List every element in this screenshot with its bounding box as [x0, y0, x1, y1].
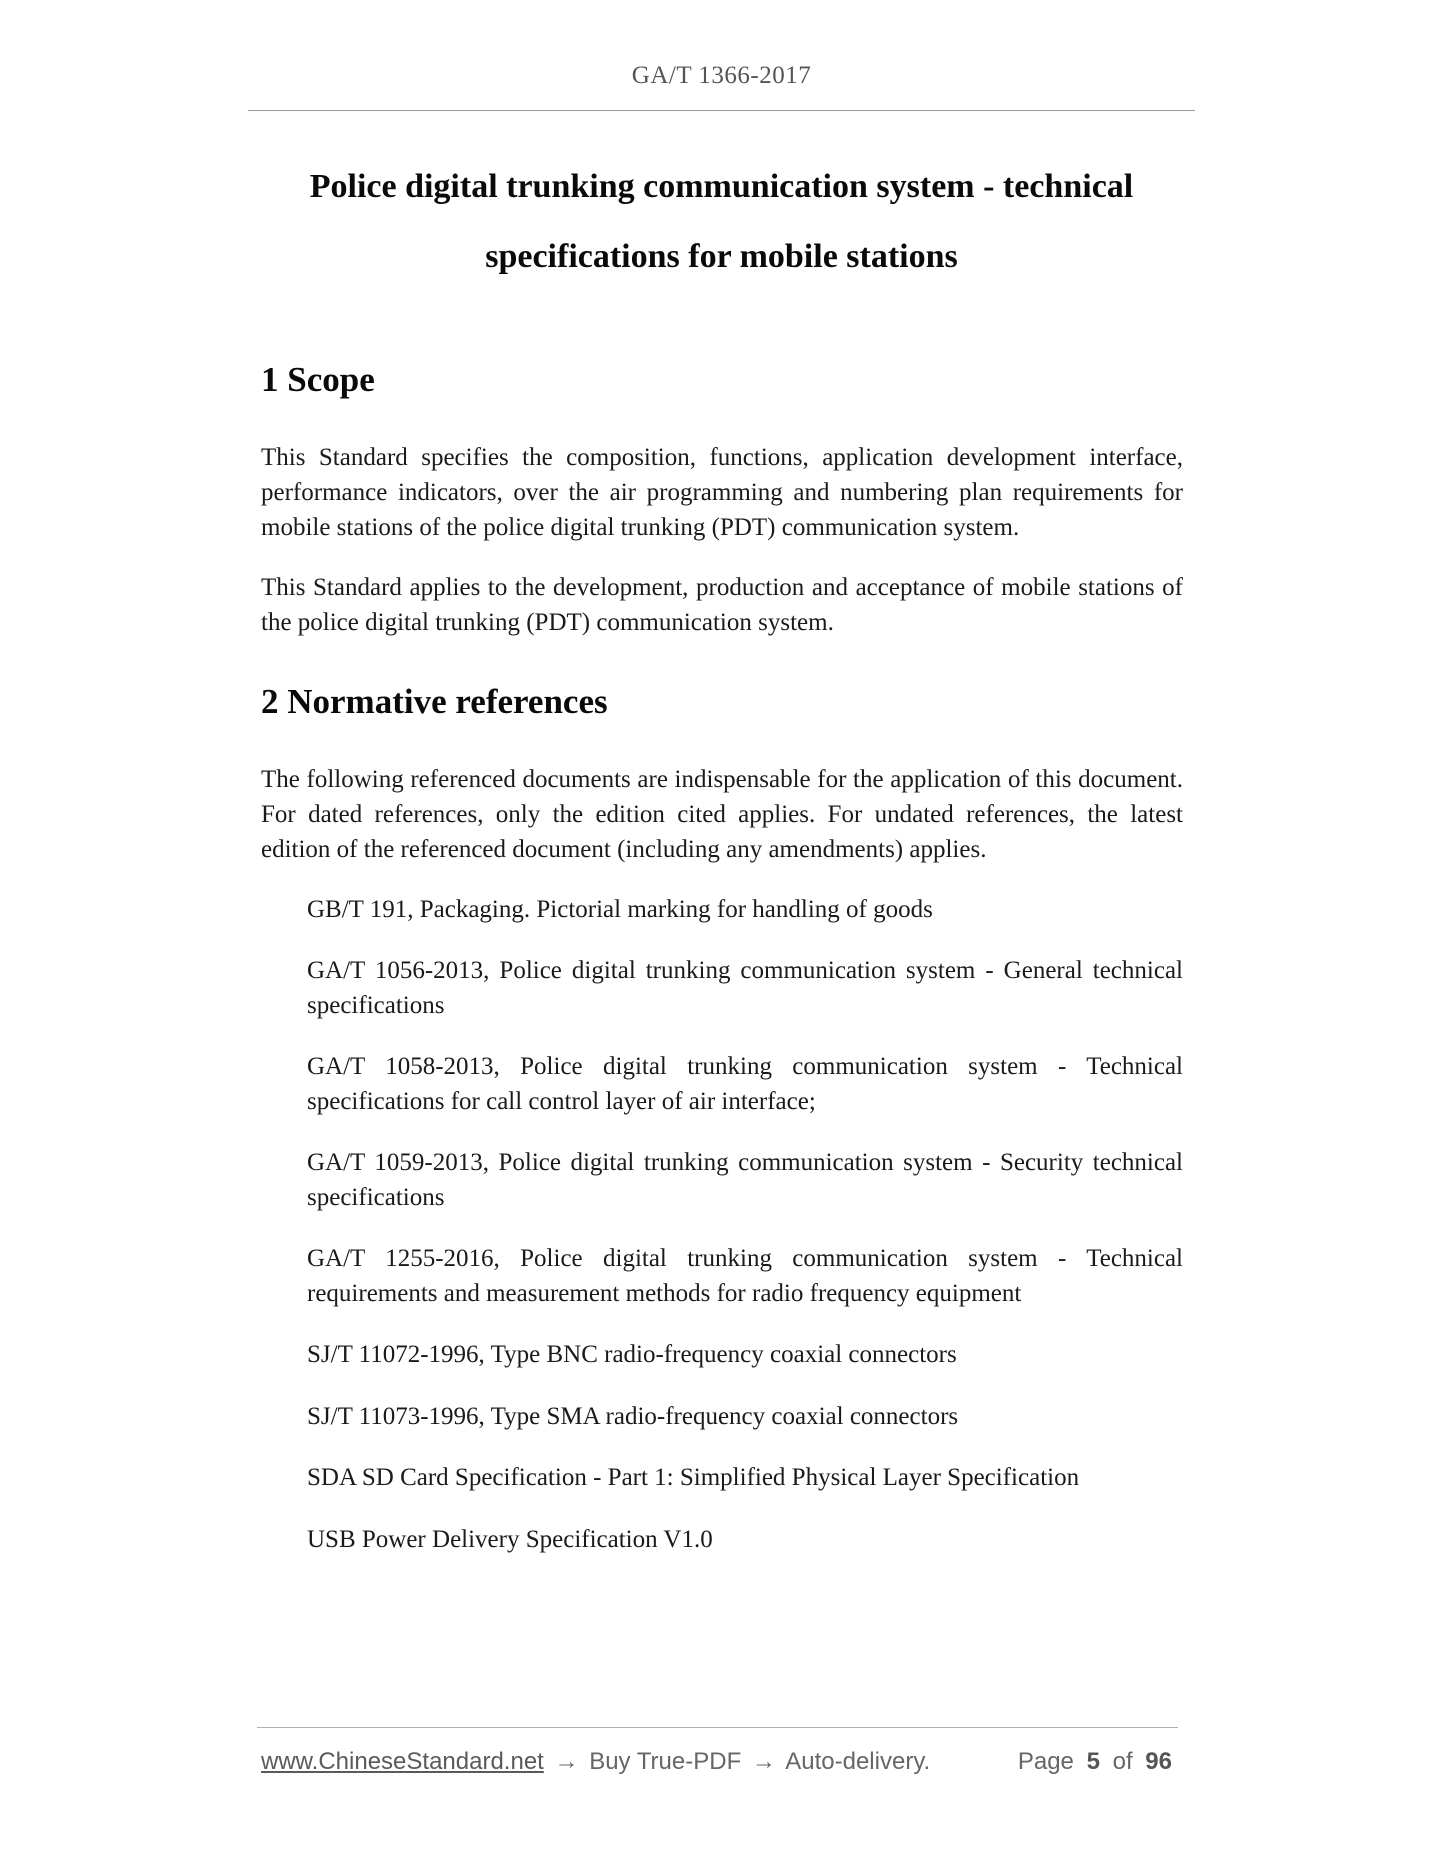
reference-item: USB Power Delivery Specification V1.0	[307, 1526, 713, 1553]
reference-item: GA/T 1059-2013, Police digital trunking communication system - Security technical specifications	[307, 1149, 1183, 1211]
page-footer	[261, 1748, 1178, 1776]
scope-paragraph-2: This Standard applies to the development, production and acceptance of mobile stations of the police digital trunking (PDT) communication system.	[261, 574, 1183, 636]
page-of-label: of	[1112, 1748, 1133, 1775]
page-total-number: 96	[1145, 1748, 1172, 1775]
auto-delivery-text: Auto-delivery.	[785, 1748, 931, 1775]
reference-item: GA/T 1255-2016, Police digital trunking communication system - Technical requirements and measurement methods for radio frequency equipment	[307, 1245, 1183, 1307]
title-line-2: specifications for mobile stations	[485, 238, 958, 275]
title-line-1: Police digital trunking communication system - technical	[309, 168, 1134, 205]
scope-paragraph-1: This Standard specifies the composition, functions, application development interface, performance indicators, over the air programming and numbering plan requirements for mobile stations of the police digital trunking (PDT) communication system.	[261, 444, 1183, 541]
arrow-right-icon: →	[751, 1748, 776, 1775]
reference-item: GA/T 1056-2013, Police digital trunking communication system - General technical specifications	[307, 957, 1183, 1019]
references-intro-paragraph: The following referenced documents are indispensable for the application of this document. For dated references, only the edition cited applies. For undated references, the latest edition of the referenced document (including any amendments) applies.	[261, 766, 1183, 863]
running-header: GA/T 1366-2017	[631, 62, 812, 89]
reference-item: GB/T 191, Packaging. Pictorial marking for handling of goods	[307, 896, 933, 923]
page-current-number: 5	[1086, 1748, 1100, 1775]
arrow-right-icon: →	[554, 1748, 579, 1775]
reference-item: SJ/T 11073-1996, Type SMA radio-frequency coaxial connectors	[307, 1403, 959, 1430]
page-label: Page	[1017, 1748, 1074, 1775]
website-link[interactable]: www.ChineseStandard.net	[261, 1748, 544, 1775]
header-divider	[248, 110, 1195, 111]
section-heading-scope: 1 Scope	[261, 360, 375, 399]
buy-pdf-text: Buy True-PDF	[589, 1748, 742, 1775]
footer-divider	[257, 1727, 1178, 1728]
reference-item: GA/T 1058-2013, Police digital trunking communication system - Technical specifications for call control layer of air interface;	[307, 1053, 1183, 1115]
section-heading-normative-references: 2 Normative references	[261, 682, 608, 721]
document-title	[248, 152, 1195, 292]
page-indicator	[1018, 1748, 1178, 1776]
reference-item: SDA SD Card Specification - Part 1: Simplified Physical Layer Specification	[307, 1464, 1080, 1491]
reference-item: SJ/T 11072-1996, Type BNC radio-frequency coaxial connectors	[307, 1341, 957, 1368]
